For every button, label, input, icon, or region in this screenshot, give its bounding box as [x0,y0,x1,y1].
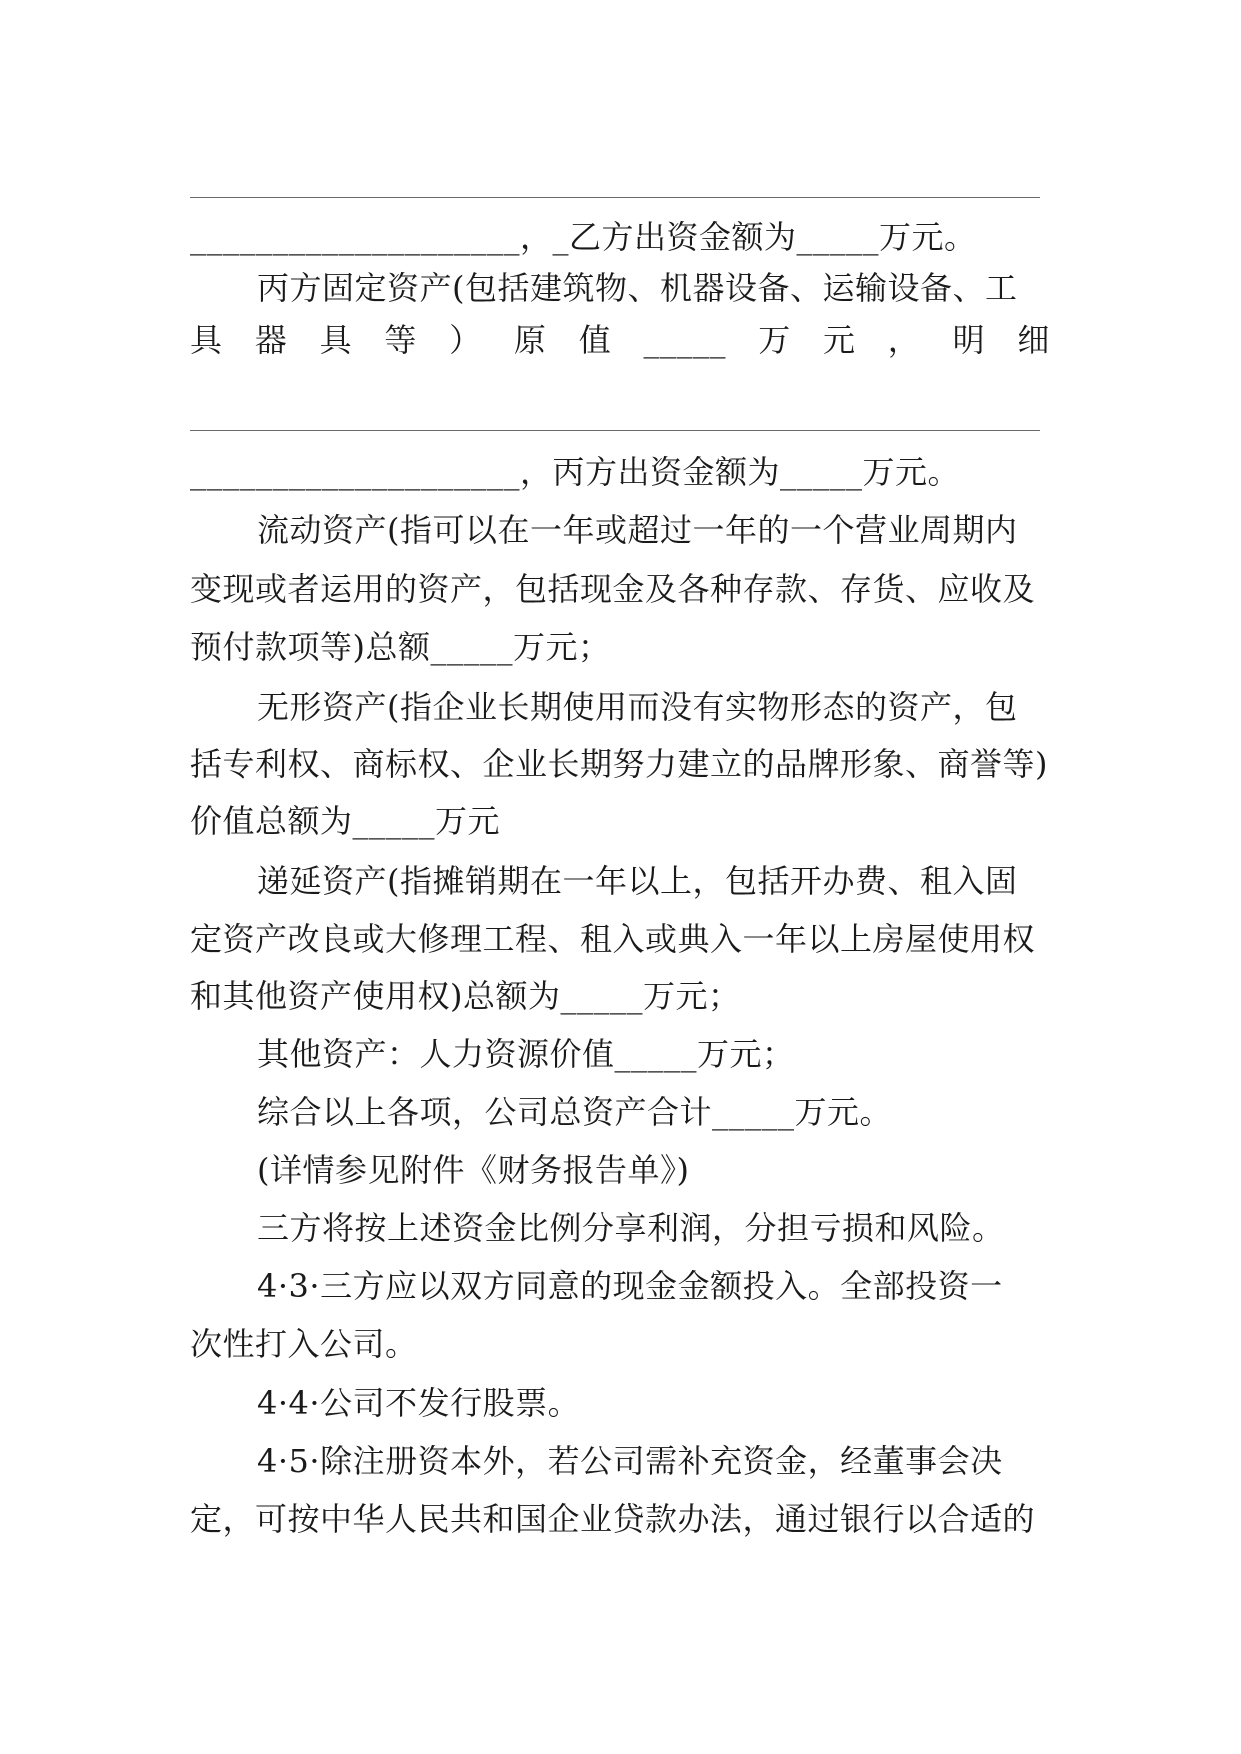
text-line-21: 次性打入公司。 [190,1325,418,1363]
text-line-14: 定资产改良或大修理工程、租入或典入一年以上房屋使用权 [190,920,1036,958]
text-line-10: 无形资产(指企业长期使用而没有实物形态的资产，包 [257,688,1018,726]
text-line-15: 和其他资产使用权)总额为_____万元； [190,977,741,1015]
text-line-19: 三方将按上述资金比例分享利润，分担亏损和风险。 [257,1209,1005,1247]
text-line-8: 变现或者运用的资产，包括现金及各种存款、存货、应收及 [190,570,1036,608]
text-line-3: 丙方固定资产(包括建筑物、机器设备、运输设备、工 [257,269,1018,307]
text-line-16: 其他资产：人力资源价值_____万元； [257,1035,795,1073]
text-line-12: 价值总额为_____万元 [190,802,501,840]
fill-in-rule-2 [190,430,1040,431]
text-line-11: 括专利权、商标权、企业长期努力建立的品牌形象、商誉等) [190,745,1048,783]
text-line-9: 预付款项等)总额_____万元； [190,628,611,666]
text-line-7: 流动资产(指可以在一年或超过一年的一个营业周期内 [257,511,1018,549]
text-line-2: ____________________，_乙方出资金额为_____万元。 [190,218,977,256]
text-line-23: 4·5·除注册资本外，若公司需补充资金，经董事会决 [257,1442,1003,1480]
text-line-13: 递延资产(指摊销期在一年以上，包括开办费、租入固 [257,862,1018,900]
fill-in-rule-1 [190,197,1040,198]
text-line-24: 定，可按中华人民共和国企业贷款办法，通过银行以合适的 [190,1500,1036,1538]
text-line-4: 具 器 具 等 ） 原 值 _____ 万 元 ， 明 细 [190,321,1050,359]
text-line-18: (详情参见附件《财务报告单》) [257,1151,690,1189]
text-line-6: ____________________，丙方出资金额为_____万元。 [190,453,961,491]
text-line-22: 4·4·公司不发行股票。 [257,1384,581,1422]
text-line-17: 综合以上各项，公司总资产合计_____万元。 [257,1093,893,1131]
text-line-20: 4·3·三方应以双方同意的现金金额投入。全部投资一 [257,1267,1003,1305]
